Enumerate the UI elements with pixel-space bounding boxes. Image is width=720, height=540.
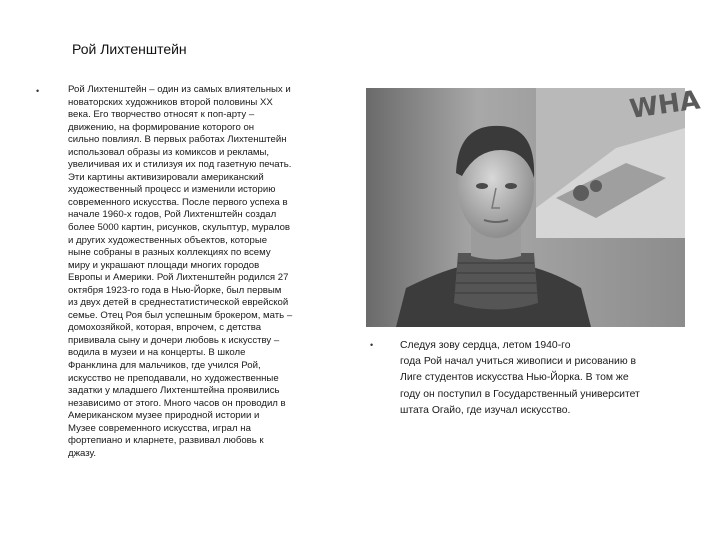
study-text: Следуя зову сердца, летом 1940-го года Рой начал учиться живописи и рисованию в Лиге студентов искусства Нью-Йорка. В том же году он поступил в Государственный университет штата Огайо, где изучал искусство.: [400, 340, 640, 416]
biography-text: Рой Лихтенштейн – один из самых влиятельных и новаторских художников второй половины XX века. Его творчество относят к поп-арту – движению, на формирование которого он сильно повлиял. В первых работах Лихтенштейн использовал образы из комиксов и рекламы, увеличивая их и стилизуя их под газетную печать. Эти картины активизировали американский художественный процесс и изменили историю современного искусства. После первого успеха в начале 1960-х годов, Рой Лихтенштейн создал более 5000 картин, рисунков, скульптур, муралов и других художественных объектов, которые ныне собраны в разных коллекциях по всему миру и украшают площади многих городов Европы и Америки. Рой Лихтенштейн родился 27 октября 1923-го года в Нью-Йорке, был первым из двух детей в среднестатистической еврейской семье. Отец Роя был успешным брокером, мать – домохозяйкой, которая, впрочем, с детства прививала сыну и дочери любовь к искусству – водила в музеи и на концерты. В школе Франклина для мальчиков, где учился Рой, искусство не преподавали, но художественные задатки у младшего Лихтенштейна проявились независимо от этого. Много часов он проводил в Американском музее природной истории и Музее современного искусства, играл на фортепиано и кларнете, развивал любовь к джазу.: [68, 84, 293, 459]
page-title: Рой Лихтенштейн: [72, 41, 187, 57]
portrait-photo: [366, 85, 702, 327]
bullet-right: •: [370, 340, 374, 350]
bullet-left: •: [36, 86, 40, 96]
backdrop-painting-letters: WHA: [627, 85, 702, 125]
